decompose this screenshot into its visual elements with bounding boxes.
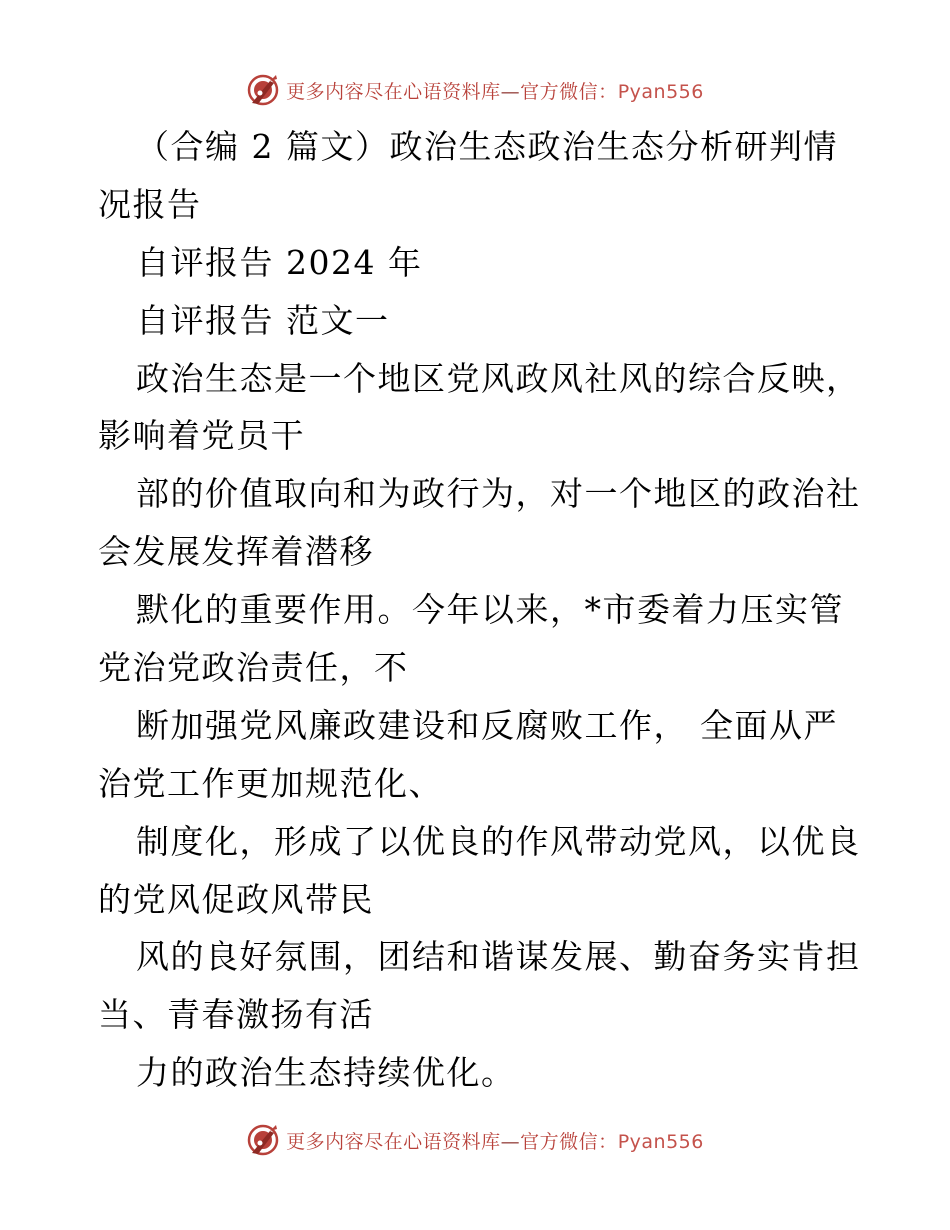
banner-wechat-label: 官方微信： [520,80,618,103]
banner-site-text: 更多内容尽在心语资料库 [286,80,501,103]
text-line: 影响着党员干 [98,416,305,456]
header-banner [0,70,950,110]
text-line: 的党风促政风带民 [98,879,374,919]
text-line: 况报告 [98,184,202,224]
banner-separator: — [500,80,521,103]
text-line: 当、青春激扬有活 [98,995,374,1035]
text-line: 部的价值取向和为政行为，对一个地区的政治社 [136,474,861,514]
quill-pen-logo-icon [246,1123,280,1157]
text-line: 默化的重要作用。今年以来，*市委着力压实管 [136,590,844,630]
banner-site-text: 更多内容尽在心语资料库 [286,1130,501,1153]
text-line: （合编 2 篇文）政治生态政治生态分析研判情 [136,127,838,166]
text-line: 风的良好氛围，团结和谐谋发展、勤奋务实肯担 [136,937,861,977]
banner-wechat-id: Pyan556 [617,1130,704,1153]
text-line: 政治生态是一个地区党风政风社风的综合反映， [136,358,861,398]
banner-wechat-id: Pyan556 [617,80,704,103]
footer-banner [0,1120,950,1160]
text-line: 制度化，形成了以优良的作风带动党风，以优良 [136,821,861,861]
text-line: 党治党政治责任，不 [98,648,409,688]
quill-pen-logo-icon [246,73,280,107]
text-line: 会发展发挥着潜移 [98,532,374,572]
banner-wechat-label: 官方微信： [520,1130,618,1153]
document-body [98,118,861,1102]
text-line: 自评报告 范文一 [136,300,390,340]
text-line: 力的政治生态持续优化。 [136,1053,516,1093]
text-line: 自评报告 2024 年 [136,242,423,282]
text-line: 断加强党风廉政建设和反腐败工作， 全面从严 [136,705,838,745]
text-line: 治党工作更加规范化、 [98,763,443,803]
banner-separator: — [500,1130,521,1153]
